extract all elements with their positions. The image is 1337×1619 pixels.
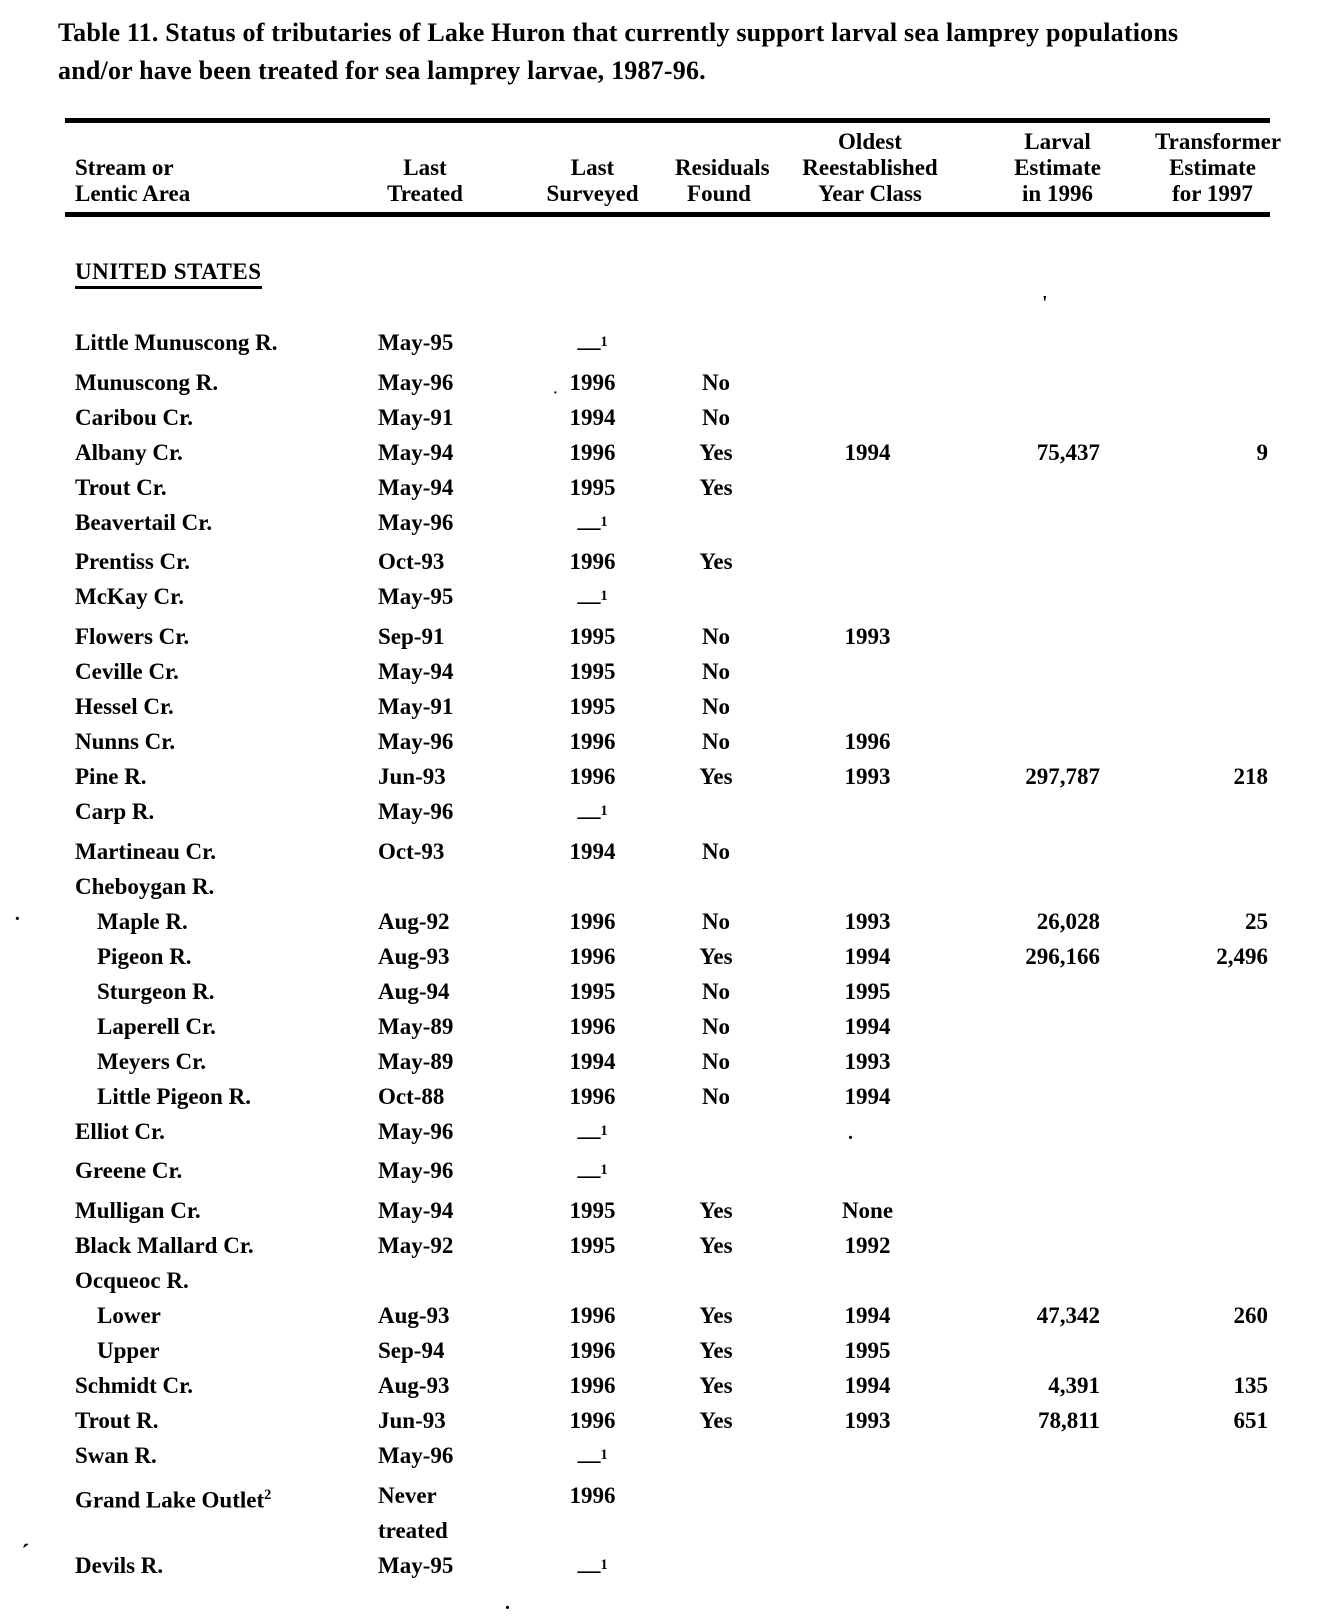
scan-artifact: · (14, 908, 21, 930)
cell-last-surveyed: 1996 (569, 439, 616, 465)
scan-artifact: . (848, 1122, 853, 1144)
table-row (65, 470, 1270, 505)
cell-last-treated: Aug-93 (378, 1372, 450, 1398)
cell-larval-estimate: 75,437 (1036, 439, 1100, 465)
cell-stream-name: Nunns Cr. (75, 728, 176, 754)
table-row (65, 974, 1270, 1009)
cell-residuals-found: No (701, 369, 731, 395)
cell-residuals-found: Yes (699, 1337, 733, 1363)
cell-last-surveyed: 1995 (569, 1197, 616, 1223)
table-row (65, 325, 1270, 365)
header-oldest-reestablished-year-class: Oldest Reestablished Year Class (802, 129, 938, 206)
header-last-treated: Last Treated (387, 155, 463, 206)
table-row (65, 654, 1270, 689)
table-row (65, 689, 1270, 724)
cell-last-surveyed: —$^1$ (577, 1556, 608, 1583)
table-row (65, 1228, 1270, 1263)
cell-residuals-found: Yes (699, 763, 733, 789)
cell-last-treated: Sep-94 (378, 1337, 445, 1363)
cell-larval-estimate: 4,391 (1048, 1372, 1100, 1398)
cell-last-treated: May-96 (378, 369, 454, 395)
cell-last-treated: May-94 (378, 1197, 454, 1223)
cell-stream-name: Mulligan Cr. (75, 1197, 201, 1223)
cell-last-treated: Oct-93 (378, 549, 445, 575)
cell-last-treated: May-96 (378, 1158, 454, 1184)
cell-stream-name: Devils R. (75, 1552, 164, 1578)
cell-year-class: None (841, 1197, 894, 1223)
cell-year-class: 1992 (844, 1232, 891, 1258)
table-header-row (65, 123, 1282, 212)
cell-residuals-found: No (701, 978, 731, 1004)
cell-stream-name: Greene Cr. (75, 1158, 183, 1184)
header-transformer-estimate-1997: Transformer Estimate for 1997 (1155, 129, 1282, 206)
cell-residuals-found: No (701, 658, 731, 684)
cell-larval-estimate: 78,811 (1038, 1407, 1100, 1433)
cell-residuals-found: Yes (699, 1197, 733, 1223)
cell-stream-name: Little Munuscong R. (75, 330, 278, 355)
cell-last-surveyed: 1996 (569, 908, 616, 934)
section-united-states: UNITED STATES (75, 259, 262, 289)
table-row (65, 759, 1270, 794)
cell-last-treated: Oct-93 (378, 838, 445, 864)
cell-last-treated: May-96 (378, 1442, 454, 1468)
cell-last-surveyed: —$^1$ (577, 1162, 608, 1188)
scan-artifact: . (505, 1592, 510, 1614)
cell-stream-name: Beavertail Cr. (75, 509, 213, 535)
cell-last-surveyed: 1994 (569, 1048, 616, 1074)
cell-year-class: 1993 (844, 623, 891, 649)
cell-residuals-found: Yes (699, 1372, 733, 1398)
table-row (65, 1114, 1270, 1154)
scan-artifact: ˏ (22, 1522, 30, 1548)
cell-year-class: 1996 (844, 728, 891, 754)
table-row (65, 1298, 1270, 1333)
cell-stream-name: Schmidt Cr. (75, 1372, 193, 1398)
cell-last-treated: Aug-94 (378, 978, 450, 1004)
table-row (65, 834, 1270, 869)
cell-transformer-estimate: 2,496 (1216, 943, 1268, 969)
cell-last-treated: May-95 (378, 330, 454, 355)
cell-stream-name: Flowers Cr. (75, 623, 190, 649)
cell-last-treated: May-95 (378, 1552, 454, 1578)
table-title (58, 14, 1278, 90)
cell-year-class: 1993 (844, 908, 891, 934)
cell-last-treated: May-92 (378, 1232, 454, 1258)
cell-transformer-estimate: 25 (1245, 908, 1268, 934)
cell-last-treated: May-89 (378, 1048, 454, 1074)
cell-last-surveyed: 1996 (569, 728, 616, 754)
table-row (65, 904, 1270, 939)
cell-stream-name: Black Mallard Cr. (75, 1232, 254, 1258)
cell-last-surveyed: 1996 (569, 1407, 616, 1433)
cell-last-surveyed: 1996 (569, 1013, 616, 1039)
cell-last-surveyed: —$^1$ (577, 1122, 608, 1149)
cell-stream-name: Upper (97, 1337, 160, 1363)
cell-last-treated: May-96 (378, 798, 454, 824)
cell-last-surveyed: 1996 (569, 1302, 616, 1328)
cell-residuals-found: No (701, 1048, 731, 1074)
cell-last-treated: Oct-88 (378, 1083, 445, 1109)
cell-residuals-found: No (701, 908, 731, 934)
table-row (65, 400, 1270, 435)
cell-last-surveyed: —$^1$ (577, 802, 608, 829)
table-row (65, 435, 1270, 470)
table-row (65, 1263, 1270, 1298)
cell-residuals-found: Yes (699, 439, 733, 465)
cell-stream-name: Pine R. (75, 763, 147, 789)
cell-last-treated: May-96 (378, 509, 454, 535)
cell-stream-name: Pigeon R. (97, 943, 192, 969)
cell-residuals-found: Yes (699, 1302, 733, 1328)
table-row (65, 619, 1270, 654)
cell-stream-name: Maple R. (97, 908, 188, 934)
cell-last-surveyed: 1995 (569, 693, 616, 719)
cell-last-surveyed: 1995 (569, 658, 616, 684)
cell-year-class: 1994 (844, 1083, 891, 1109)
table-row (65, 1153, 1270, 1193)
cell-last-treated: May-94 (378, 474, 454, 500)
table-row (65, 1079, 1270, 1114)
cell-residuals-found: No (701, 1083, 731, 1109)
cell-stream-name: Lower (97, 1302, 161, 1328)
cell-stream-name: Ceville Cr. (75, 658, 179, 684)
cell-last-treated: May-89 (378, 1013, 454, 1039)
cell-last-surveyed: 1995 (569, 978, 616, 1004)
table-row (65, 724, 1270, 759)
cell-transformer-estimate: 651 (1233, 1407, 1268, 1433)
cell-stream-name: Caribou Cr. (75, 404, 193, 430)
cell-residuals-found: No (701, 404, 731, 430)
table-row (65, 1009, 1270, 1044)
cell-larval-estimate: 297,787 (1025, 763, 1100, 789)
cell-last-surveyed: —$^1$ (577, 1446, 608, 1473)
cell-transformer-estimate: 218 (1233, 763, 1268, 789)
cell-stream-name: McKay Cr. (75, 584, 185, 610)
header-stream-or-lentic-area: Stream or Lentic Area (75, 155, 191, 206)
cell-year-class: 1994 (844, 1013, 891, 1039)
cell-last-surveyed: —$^1$ (577, 588, 608, 614)
cell-last-surveyed: 1996 (569, 1083, 616, 1109)
cell-stream-name: Cheboygan R. (75, 873, 215, 899)
cell-stream-name: Trout R. (75, 1407, 159, 1433)
table-row (65, 939, 1270, 974)
cell-last-treated: May-91 (378, 693, 454, 719)
header-larval-estimate-1996: Larval Estimate in 1996 (1014, 129, 1101, 206)
table-row (65, 1368, 1270, 1403)
cell-residuals-found: Yes (699, 1232, 733, 1258)
cell-stream-name: Hessel Cr. (75, 693, 174, 719)
cell-residuals-found: No (701, 623, 731, 649)
cell-last-surveyed: 1996 (569, 1372, 616, 1398)
scan-artifact: ' (1042, 292, 1048, 314)
cell-last-surveyed: 1995 (569, 1232, 616, 1258)
cell-larval-estimate: 26,028 (1036, 908, 1100, 934)
cell-transformer-estimate: 260 (1233, 1302, 1268, 1328)
cell-last-treated: May-96 (378, 1118, 454, 1144)
table-title-line2: and/or have been treated for sea lamprey larvae, 1987-96. (58, 56, 706, 85)
cell-last-treated: Aug-92 (378, 908, 450, 934)
cell-last-surveyed: 1996 (569, 1337, 616, 1363)
cell-year-class: 1995 (844, 1337, 891, 1363)
table-row (65, 1193, 1270, 1228)
cell-residuals-found: No (701, 1013, 731, 1039)
cell-last-treated: May-94 (378, 439, 454, 465)
cell-last-surveyed: 1996 (569, 763, 616, 789)
cell-last-treated: Aug-93 (378, 1302, 450, 1328)
cell-last-treated: May-91 (378, 404, 454, 430)
table-header-rule (65, 212, 1270, 217)
cell-last-treated: May-94 (378, 658, 454, 684)
table-row (65, 505, 1270, 545)
cell-last-surveyed: 1994 (569, 838, 616, 864)
table-row (65, 544, 1270, 579)
cell-stream-name: Munuscong R. (75, 369, 219, 395)
cell-last-treated: Jun-93 (378, 1407, 446, 1433)
cell-last-treated: Aug-93 (378, 943, 450, 969)
cell-stream-name: Ocqueoc R. (75, 1267, 189, 1293)
table-body (65, 325, 1270, 1587)
cell-larval-estimate: 296,166 (1025, 943, 1100, 969)
table-row (65, 579, 1270, 619)
cell-last-treated: Never treated (378, 1482, 448, 1543)
cell-year-class: 1993 (844, 763, 891, 789)
table-row (65, 1548, 1270, 1588)
cell-residuals-found: Yes (699, 549, 733, 575)
cell-year-class: 1994 (844, 943, 891, 969)
cell-stream-name: Swan R. (75, 1442, 157, 1468)
cell-last-surveyed: 1994 (569, 404, 616, 430)
cell-last-surveyed: 1996 (569, 1482, 616, 1508)
cell-larval-estimate: 47,342 (1036, 1302, 1100, 1328)
data-table (65, 118, 1282, 1587)
cell-last-treated: May-96 (378, 728, 454, 754)
cell-year-class: 1993 (844, 1048, 891, 1074)
table-row (65, 1044, 1270, 1079)
cell-stream-name: Elliot Cr. (75, 1118, 165, 1144)
cell-last-treated: May-95 (378, 584, 454, 610)
cell-last-surveyed: 1995 (569, 474, 616, 500)
cell-stream-name: Sturgeon R. (97, 978, 215, 1004)
cell-residuals-found: Yes (699, 943, 733, 969)
cell-transformer-estimate: 135 (1233, 1372, 1268, 1398)
cell-last-surveyed: 1996 (569, 549, 616, 575)
table-row (65, 1403, 1270, 1438)
cell-stream-name: Trout Cr. (75, 474, 167, 500)
cell-last-surveyed: 1995 (569, 623, 616, 649)
cell-stream-name: Martineau Cr. (75, 838, 216, 864)
table-title-line1: Table 11. Status of tributaries of Lake Huron that currently support larval sea lamprey populations (58, 18, 1179, 47)
cell-last-treated: Sep-91 (378, 623, 445, 649)
scan-artifact: · (553, 386, 558, 401)
cell-year-class: 1994 (844, 439, 891, 465)
table-row (65, 365, 1270, 400)
cell-stream-name: Albany Cr. (75, 439, 183, 465)
cell-year-class: 1993 (844, 1407, 891, 1433)
cell-residuals-found: Yes (699, 1407, 733, 1433)
cell-residuals-found: No (701, 728, 731, 754)
cell-last-treated: Jun-93 (378, 763, 446, 789)
table-row (65, 1438, 1270, 1478)
cell-year-class: 1994 (844, 1372, 891, 1398)
cell-residuals-found: No (701, 693, 731, 719)
cell-stream-name: Grand Lake Outlet$^2$ (75, 1486, 272, 1513)
cell-residuals-found: Yes (699, 474, 733, 500)
table-row (65, 1333, 1270, 1368)
cell-last-surveyed: —$^1$ (577, 334, 608, 360)
cell-last-surveyed: 1996 (569, 369, 616, 395)
cell-stream-name: Laperell Cr. (97, 1013, 216, 1039)
table-row (65, 1478, 1270, 1548)
cell-stream-name: Prentiss Cr. (75, 549, 190, 575)
header-residuals-found: Residuals Found (675, 155, 770, 206)
cell-residuals-found: No (701, 838, 731, 864)
cell-last-surveyed: 1996 (569, 943, 616, 969)
cell-stream-name: Meyers Cr. (97, 1048, 206, 1074)
header-last-surveyed: Last Surveyed (546, 155, 639, 206)
cell-stream-name: Carp R. (75, 798, 155, 824)
table-row (65, 794, 1270, 834)
cell-last-surveyed: —$^1$ (577, 513, 608, 540)
table-row (65, 869, 1270, 904)
cell-year-class: 1995 (844, 978, 891, 1004)
cell-year-class: 1994 (844, 1302, 891, 1328)
cell-stream-name: Little Pigeon R. (97, 1083, 251, 1109)
cell-transformer-estimate: 9 (1256, 439, 1268, 465)
